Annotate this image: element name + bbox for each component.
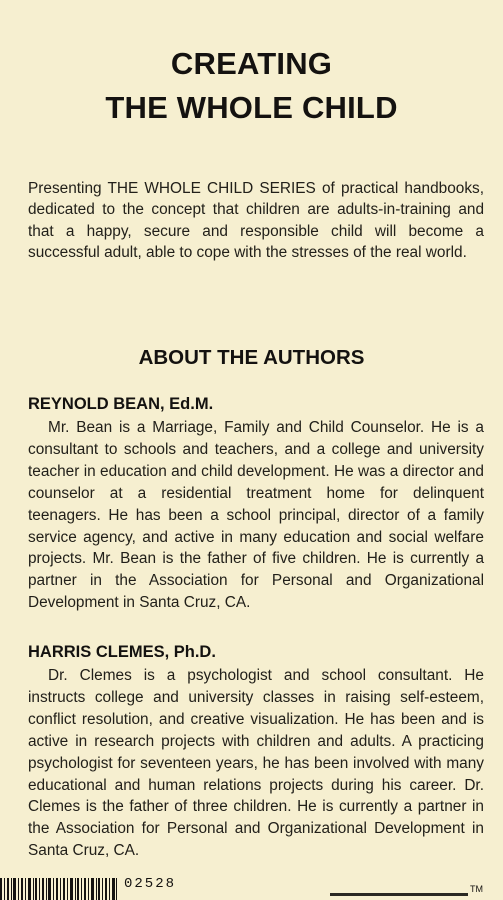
- barcode-icon: [0, 878, 118, 900]
- trademark-mark: TM: [470, 884, 483, 894]
- title-line-2: THE WHOLE CHILD: [105, 90, 398, 125]
- trademark-rule: [330, 893, 468, 896]
- author-name-clemes: HARRIS CLEMES, Ph.D.: [28, 643, 216, 661]
- author-bio-bean: Mr. Bean is a Marriage, Family and Child Counselor. He is a consultant to schools and teachers, and a college and university teacher in education and child development. He was a director and counselor at a residential treatment home for delinquent teenagers. He has been a school principal, director of a family service agency, and active in many education and social welfare projects. Mr. Bean is the father of five children. He is currently a partner in the Association for Personal and Organizational Development in Santa Cruz, CA.: [28, 419, 484, 612]
- author-bio-clemes: Dr. Clemes is a psychologist and school consultant. He instructs college and university classes in raising self-esteem, conflict resolution, and creative visualization. He has been and is active in research projects with children and adults. A practicing psychologist for seventeen years, he has been involved with many educational and human relations projects during his career. Dr. Clemes is the father of three children. He is currently a partner in the Association for Personal and Organizational Development in Santa Cruz, CA.: [28, 667, 484, 860]
- author-name-bean: REYNOLD BEAN, Ed.M.: [28, 395, 214, 413]
- barcode-number: 02528: [124, 876, 177, 892]
- series-description: Presenting THE WHOLE CHILD SERIES of practical handbooks, dedicated to the concept that children are adults-in-training and that a happy, secure and responsible child will become a successful adult, able to cope with the stresses of the real world.: [28, 180, 484, 262]
- book-title: [0, 42, 503, 130]
- title-line-1: CREATING: [170, 46, 333, 81]
- about-authors-heading: ABOUT THE AUTHORS: [138, 346, 365, 369]
